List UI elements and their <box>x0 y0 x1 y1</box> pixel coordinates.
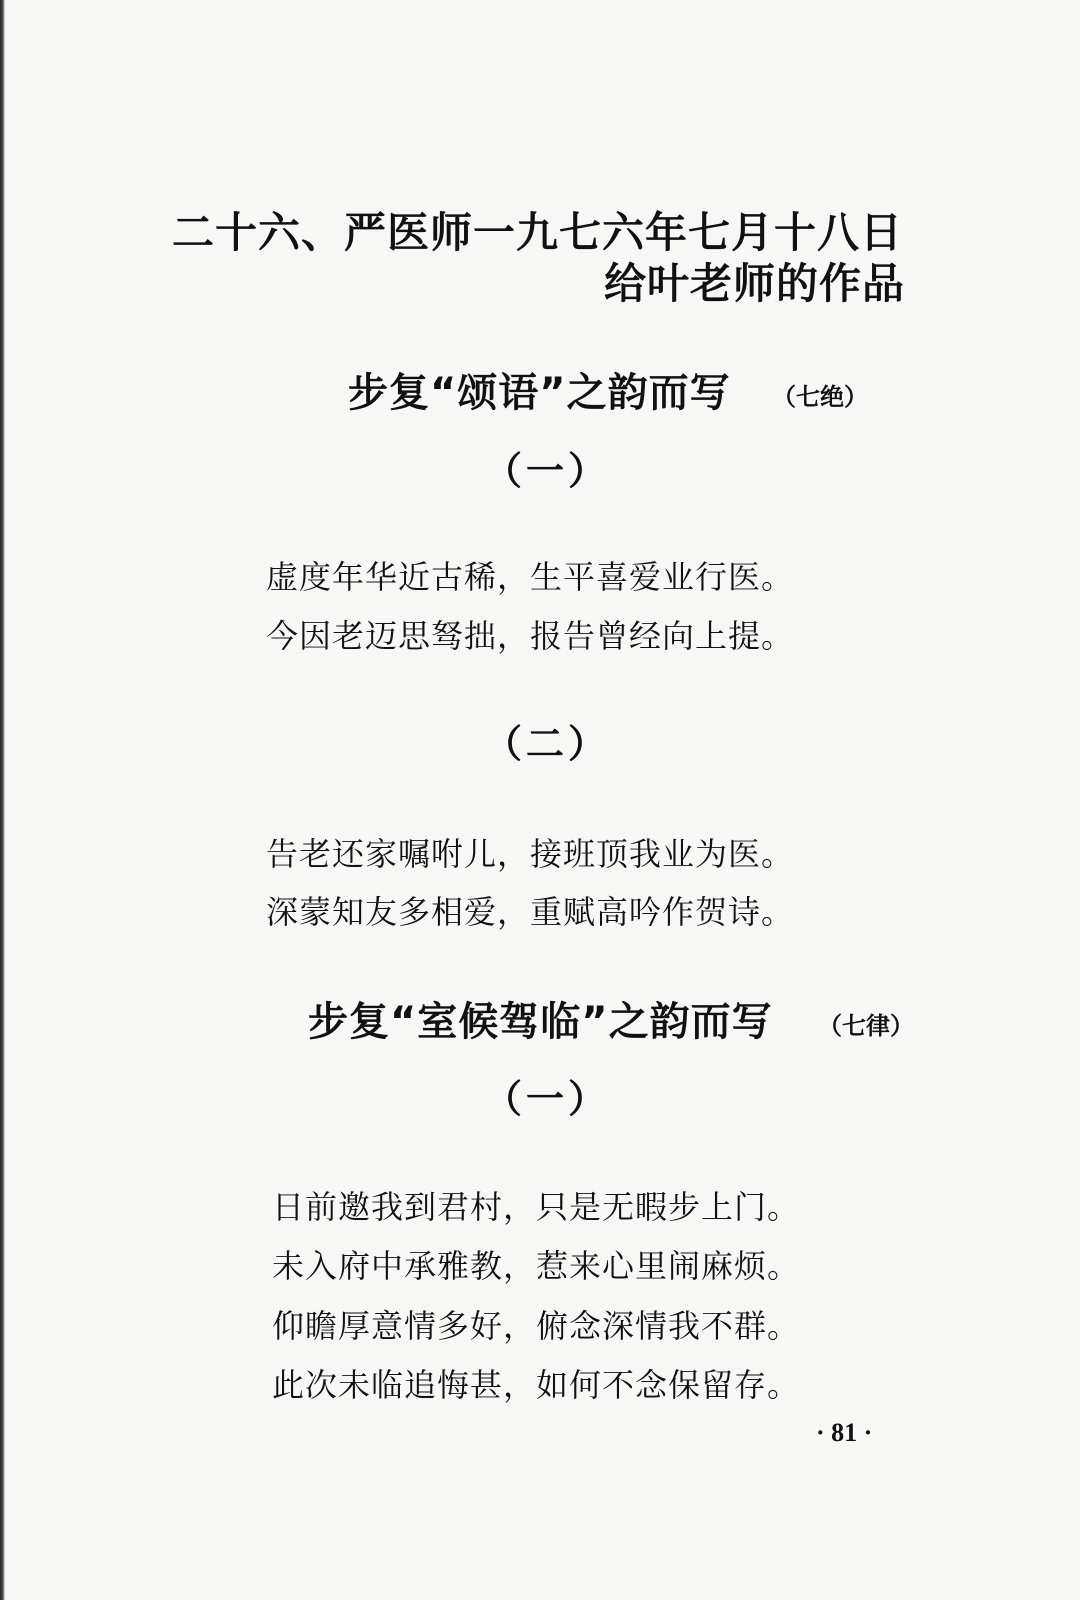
poem-1-part-2-line-2: 深蒙知友多相爱，重赋高吟作贺诗。 <box>266 893 795 931</box>
poem-2-part-1-line-3: 仰瞻厚意情多好，俯念深情我不群。 <box>272 1307 801 1345</box>
poem-2-part-1-line-2: 未入府中承雅教，惹来心里闹麻烦。 <box>272 1247 801 1285</box>
poem-1-part-2-label: （二） <box>484 722 611 766</box>
poem-1-part-1-label: （一） <box>484 449 611 493</box>
poem-2-title: 步复“室候驾临”之韵而写 <box>308 999 773 1045</box>
poem-2-part-1-line-4: 此次未临追悔甚，如何不念保留存。 <box>272 1366 801 1404</box>
page-edge-shadow <box>0 0 5 1600</box>
page-number: · 81 · <box>816 1418 873 1447</box>
poem-1-title: 步复“颂语”之韵而写 <box>348 370 731 416</box>
poem-1-form: （七绝） <box>772 382 868 411</box>
poem-2-part-1-label: （一） <box>484 1077 611 1121</box>
poem-1-part-1-line-1: 虚度年华近古稀，生平喜爱业行医。 <box>266 558 795 596</box>
poem-2-part-1-line-1: 日前邀我到君村，只是无暇步上门。 <box>272 1188 801 1226</box>
poem-1-part-2-line-1: 告老还家嘱咐儿，接班顶我业为医。 <box>266 835 795 873</box>
poem-1-part-1-line-2: 今因老迈思驽拙，报告曾经向上提。 <box>266 617 795 655</box>
section-title-line-1: 二十六、严医师一九七六年七月十八日 <box>172 208 904 257</box>
section-title-line-2: 给叶老师的作品 <box>604 259 906 308</box>
poem-2-form: （七律） <box>818 1011 914 1040</box>
